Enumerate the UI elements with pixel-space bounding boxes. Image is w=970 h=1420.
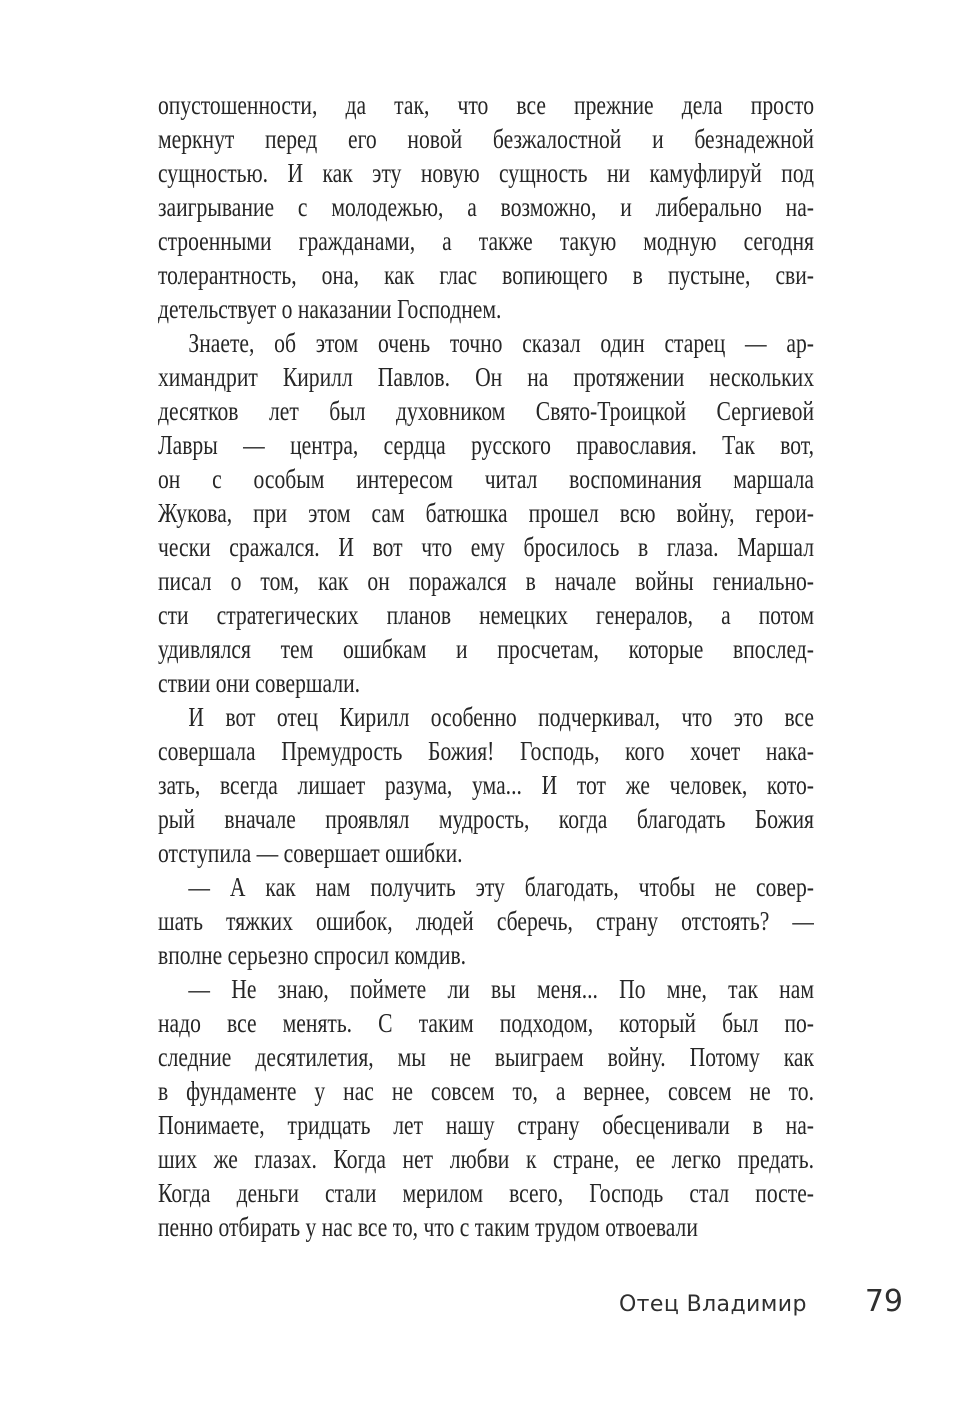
text-line: Когда деньги стали мерилом всего, Господь стал посте-: [158, 1178, 814, 1208]
paragraph: [158, 870, 814, 972]
page-text: [158, 88, 814, 1244]
paragraph: [158, 326, 814, 700]
text-line: пенно отбирать у нас все то, что с таким трудом отвоевали: [158, 1212, 698, 1242]
text-line: Лавры — центра, сердца русского православия. Так вот,: [158, 430, 814, 460]
text-line: химандрит Кирилл Павлов. Он на протяжении нескольких: [158, 362, 814, 392]
page-number: 79: [864, 1284, 903, 1319]
text-line: совершала Премудрость Божия! Господь, кого хочет нака-: [158, 736, 814, 766]
text-line: в фундаменте у нас не совсем то, а вернее, совсем не то.: [158, 1076, 814, 1106]
text-line: удивлялся тем ошибкам и просчетам, которые впослед-: [158, 634, 814, 664]
text-line: чески сражался. И вот что ему бросилось в глаза. Маршал: [158, 532, 814, 562]
text-line: ствии они совершали.: [158, 668, 361, 698]
text-line: сущностью. И как эту новую сущность ни камуфлируй под: [158, 158, 814, 188]
paragraph: [158, 972, 814, 1244]
text-line: вполне серьезно спросил комдив.: [158, 940, 467, 970]
paragraph: [158, 88, 814, 326]
text-line: он с особым интересом читал воспоминания маршала: [158, 464, 814, 494]
text-line: Жукова, при этом сам батюшка прошел всю войну, герои-: [158, 498, 814, 528]
text-line: заигрывание с молодежью, а возможно, и либерально на-: [158, 192, 814, 222]
text-line: писал о том, как он поражался в начале войны гениально-: [158, 566, 814, 596]
text-line: Понимаете, тридцать лет нашу страну обесценивали в на-: [158, 1110, 814, 1140]
text-line: надо все менять. С таким подходом, который был по-: [158, 1008, 814, 1038]
text-line: опустошенности, да так, что все прежние дела просто: [158, 90, 814, 120]
paragraph: [158, 700, 814, 870]
text-line: детельствует о наказании Господнем.: [158, 294, 502, 324]
text-line: толерантность, она, как глас вопиющего в пустыне, сви-: [158, 260, 814, 290]
page-footer: [158, 1284, 903, 1319]
text-line: Знаете, об этом очень точно сказал один старец — ар-: [188, 328, 814, 358]
text-line: отступила — совершает ошибки.: [158, 838, 463, 868]
text-line: рый вначале проявлял мудрость, когда благодать Божия: [158, 804, 814, 834]
text-line: — А как нам получить эту благодать, чтобы не совер-: [188, 872, 814, 902]
text-line: меркнут перед его новой безжалостной и безнадежной: [158, 124, 814, 154]
text-line: следние десятилетия, мы не выиграем войну. Потому как: [158, 1042, 814, 1072]
text-line: — Не знаю, поймете ли вы меня... По мне, так нам: [188, 974, 814, 1004]
text-line: сти стратегических планов немецких генералов, а потом: [158, 600, 814, 630]
text-line: десятков лет был духовником Свято-Троицкой Сергиевой: [158, 396, 814, 426]
text-line: И вот отец Кирилл особенно подчеркивал, что это все: [188, 702, 814, 732]
text-line: зать, всегда лишает разума, ума... И тот же человек, кото-: [158, 770, 814, 800]
running-title: Отец Владимир: [618, 1292, 807, 1317]
text-line: ших же глазах. Когда нет любви к стране, ее легко предать.: [158, 1144, 814, 1174]
text-line: шать тяжких ошибок, людей сберечь, страну отстоять? —: [158, 906, 814, 936]
text-line: строенными гражданами, а также такую модную сегодня: [158, 226, 814, 256]
